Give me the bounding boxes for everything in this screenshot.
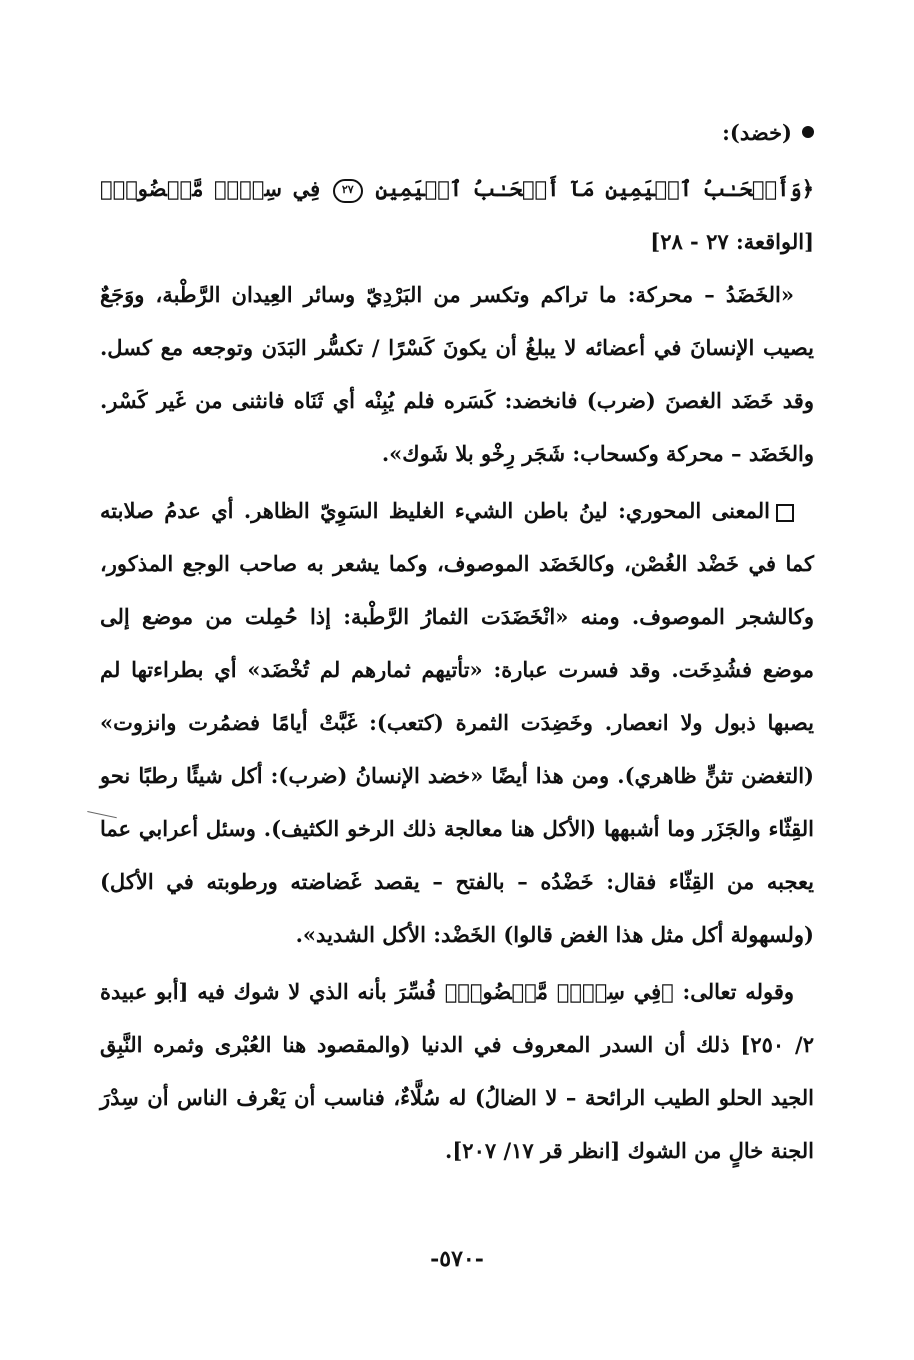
quran-verse [100,162,814,268]
verse-commentary-paragraph: وقوله تعالى: ﴿فِي سِدۡرٖ مَّخۡضُودٖ﴾ فُسِّرَ بأنه الذي لا شوك فيه [أبو عبيدة ٢/ ٢٥٠] ذلك أن السدر المعروف في الدنيا (والمقصود هنا العُبْرى وثمره النَّبِق الجيد الحلو الطيب الرائحة – لا الضالُ) له سُلَّاءٌ، فناسب أن يَعْرف الناس أن سِدْرَ الجنة خالٍ من الشوك [انظر قر ١٧/ ٢٠٧]. [100,979,814,1163]
core-meaning-text: المعنى المحوري: لينُ باطن الشيء الغليظ السَوِيّ الظاهر. أي عدمُ صلابته كما في خَضْد الغُصْن، وكالخَضَد الموصوف، وكما يشعر به صاحب الوجع المذكور، وكالشجر الموصوف. ومنه «انْخَضَدَت الثمارُ الرَّطْبة: إذا حُمِلت من موضع إلى موضع فشُدِخَت. وقد فسرت عبارة: «تأتيهم ثمارهم لم تُخْضَد» أي بطراءتها لم يصبها ذبول ولا انعصار. وخَضِدَت الثمرة (كتعب): غَبَّتْ أيامًا فضمُرت وانزوت» (التغضن تثنٍّ ظاهري). ومن هذا أيضًا «خضد الإنسانُ (ضرب): أكل شيئًا رطبًا نحو القِثّاء والجَزَر وما أشبهها (الأكل هنا معالجة ذلك الرخو الكثيف). وسئل أعرابي عما يعجبه من القِثّاء فقال: خَضْدُه – بالفتح – يقصد غَضاضته ورطوبته في الأكل) (ولسهولة أكل مثل هذا الغض قالوا) الخَضْد: الأكل الشديد». [100,498,814,947]
bullet-icon [802,126,814,138]
ayah-number-mark: ٢٧ [333,179,363,203]
square-box-icon [776,504,794,522]
page-content [100,108,814,1177]
verse-part-2: فِي سِدۡرٖ مَّخۡضُودٖ﴾ [الواقعة: ٢٧ - ٢٨] [100,176,814,254]
lexical-definition-paragraph: «الخَضَدُ – محركة: ما تراكم وتكسر من البَرْدِيّ وسائر العِيدان الرَّطْبة، ووَجَعٌ يصيب الإنسانَ في أعضائه لا يبلغُ أن يكونَ كَسْرًا / تكسُّر البَدَن وتوجعه مع كسل. وقد خَضَد الغصنَ (ضرب) فانخضد: كَسَره فلم يُبِنْه أي ثَنَاه فانثنى من غَير كَسْر. والخَضَد – محركة وكسحاب: شَجَر رِخْو بلا شَوك». [100,282,814,466]
verse-part-1: ﴿وَأَصۡحَـٰبُ ٱلۡيَمِينِ مَآ أَصۡحَـٰبُ ٱلۡيَمِينِ [375,176,814,201]
heading-text: (خضد): [722,119,792,145]
page-number: -٥٧٠- [430,1246,484,1272]
core-meaning-paragraph [100,484,814,961]
entry-heading [100,108,814,156]
